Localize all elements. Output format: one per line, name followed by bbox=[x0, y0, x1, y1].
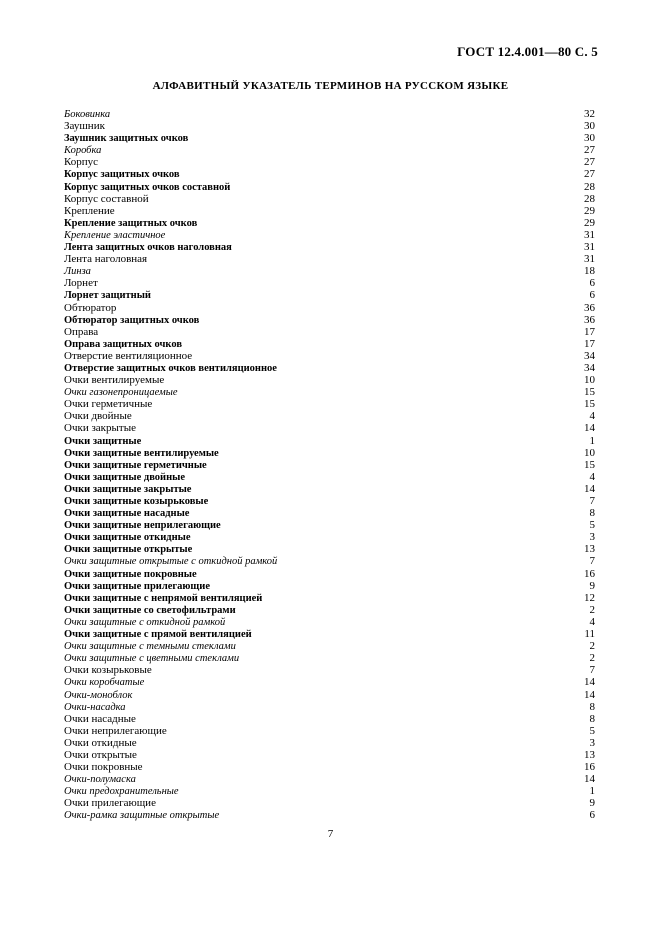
index-entry bbox=[64, 422, 595, 434]
index-term: Очки защитные насадные bbox=[64, 508, 190, 520]
index-term: Лента защитных очков наголовная bbox=[64, 242, 232, 254]
index-term-number: 5 bbox=[589, 519, 595, 532]
index-term-number: 17 bbox=[584, 325, 595, 338]
index-entry bbox=[64, 132, 595, 144]
index-entry bbox=[64, 773, 595, 785]
index-term-number: 13 bbox=[584, 543, 595, 556]
index-entry bbox=[64, 531, 595, 543]
index-entry bbox=[64, 580, 595, 592]
index-term: Корпус bbox=[64, 156, 99, 169]
index-entry bbox=[64, 205, 595, 217]
index-term-number: 1 bbox=[589, 434, 595, 447]
index-term: Очки открытые bbox=[64, 748, 137, 761]
index-term-number: 30 bbox=[584, 132, 595, 145]
index-term: Отверстие вентиляционное bbox=[64, 349, 193, 362]
index-entry bbox=[64, 398, 595, 410]
index-term: Очки предохранительные bbox=[64, 786, 179, 798]
index-term: Очки защитные с откидной рамкой bbox=[64, 616, 226, 628]
index-term: Очки защитные с непрямой вентиляцией bbox=[64, 592, 263, 604]
index-term: Очки-насадка bbox=[64, 701, 126, 713]
index-term-number: 14 bbox=[584, 688, 595, 701]
index-term-number: 31 bbox=[584, 228, 595, 241]
index-term: Очки защитные двойные bbox=[64, 471, 186, 483]
index-term: Очки защитные закрытые bbox=[64, 483, 192, 495]
index-term-number: 16 bbox=[584, 761, 595, 774]
index-term-number: 36 bbox=[584, 301, 595, 314]
index-term: Очки двойные bbox=[64, 410, 132, 423]
index-entry bbox=[64, 555, 595, 567]
index-entry bbox=[64, 314, 595, 326]
term-index-list bbox=[64, 108, 595, 822]
index-term: Очки откидные bbox=[64, 736, 137, 749]
index-entry bbox=[64, 713, 595, 725]
index-term: Заушник bbox=[64, 120, 105, 133]
index-term-number: 10 bbox=[584, 446, 595, 459]
index-entry bbox=[64, 253, 595, 265]
index-entry bbox=[64, 374, 595, 386]
index-entry bbox=[64, 592, 595, 604]
index-entry bbox=[64, 410, 595, 422]
index-term: Боковинка bbox=[64, 109, 111, 120]
index-term-number: 31 bbox=[584, 253, 595, 266]
index-term: Обтюратор защитных очков bbox=[64, 314, 200, 326]
index-term-number: 7 bbox=[589, 555, 595, 568]
index-entry bbox=[64, 447, 595, 459]
index-term: Оправа bbox=[64, 325, 99, 338]
index-term-number: 30 bbox=[584, 120, 595, 133]
index-term-number: 2 bbox=[589, 652, 595, 665]
index-entry bbox=[64, 471, 595, 483]
index-term-number: 14 bbox=[584, 676, 595, 689]
index-term: Лента наголовная bbox=[64, 253, 148, 266]
index-term: Корпус составной bbox=[64, 192, 149, 205]
index-entry bbox=[64, 120, 595, 132]
index-term-number: 9 bbox=[589, 797, 595, 810]
index-term: Очки защитные открытые с откидной рамкой bbox=[64, 556, 278, 568]
index-entry bbox=[64, 168, 595, 180]
index-entry bbox=[64, 507, 595, 519]
index-entry bbox=[64, 108, 595, 120]
index-entry bbox=[64, 785, 595, 797]
index-entry bbox=[64, 459, 595, 471]
index-term-number: 3 bbox=[589, 736, 595, 749]
index-term-number: 4 bbox=[589, 470, 595, 483]
index-entry bbox=[64, 640, 595, 652]
index-entry bbox=[64, 797, 595, 809]
index-term: Очки прилегающие bbox=[64, 797, 156, 810]
index-term: Очки защитные откидные bbox=[64, 532, 191, 544]
index-term: Обтюратор bbox=[64, 301, 117, 314]
index-term-number: 16 bbox=[584, 567, 595, 580]
index-term: Очки вентилируемые bbox=[64, 374, 165, 387]
index-term-number: 4 bbox=[589, 410, 595, 423]
index-entry bbox=[64, 809, 595, 821]
page-header: ГОСТ 12.4.001—80 С. 5 bbox=[457, 44, 598, 59]
index-entry bbox=[64, 568, 595, 580]
index-term: Коробка bbox=[64, 145, 102, 157]
index-term: Очки защитные со светофильтрами bbox=[64, 604, 236, 616]
index-term-number: 27 bbox=[584, 156, 595, 169]
index-entry bbox=[64, 350, 595, 362]
index-entry bbox=[64, 664, 595, 676]
index-term: Очки-полумаска bbox=[64, 774, 136, 786]
index-entry bbox=[64, 604, 595, 616]
index-term: Корпус защитных очков bbox=[64, 169, 180, 181]
index-entry bbox=[64, 725, 595, 737]
index-term-number: 28 bbox=[584, 180, 595, 193]
index-term-number: 15 bbox=[584, 458, 595, 471]
index-entry bbox=[64, 302, 595, 314]
index-term-number: 2 bbox=[589, 603, 595, 616]
index-entry bbox=[64, 701, 595, 713]
index-entry bbox=[64, 144, 595, 156]
index-term-number: 32 bbox=[584, 108, 595, 120]
index-term-number: 17 bbox=[584, 337, 595, 350]
index-term: Оправа защитных очков bbox=[64, 338, 182, 350]
index-term-number: 8 bbox=[589, 712, 595, 725]
index-entry bbox=[64, 289, 595, 301]
index-term-number: 12 bbox=[584, 591, 595, 604]
index-term: Очки защитные bbox=[64, 435, 142, 447]
index-term: Очки защитные неприлегающие bbox=[64, 520, 221, 532]
index-term: Крепление bbox=[64, 204, 115, 217]
index-term: Очки защитные козырьковые bbox=[64, 496, 209, 507]
index-term-number: 14 bbox=[584, 482, 595, 495]
index-term: Лорнет bbox=[64, 277, 98, 290]
index-entry bbox=[64, 156, 595, 168]
index-term-number: 18 bbox=[584, 265, 595, 278]
index-term: Очки неприлегающие bbox=[64, 724, 167, 737]
index-entry bbox=[64, 181, 595, 193]
index-term: Очки насадные bbox=[64, 712, 136, 725]
index-term: Очки покровные bbox=[64, 761, 143, 774]
index-term-number: 28 bbox=[584, 192, 595, 205]
index-term-number: 15 bbox=[584, 386, 595, 399]
index-term: Крепление защитных очков bbox=[64, 217, 198, 229]
index-term-number: 7 bbox=[589, 495, 595, 507]
index-term-number: 3 bbox=[589, 531, 595, 544]
index-term: Отверстие защитных очков вентиляционное bbox=[64, 362, 277, 374]
index-entry bbox=[64, 543, 595, 555]
index-term: Очки коробчатые bbox=[64, 677, 145, 689]
index-entry bbox=[64, 689, 595, 701]
index-entry bbox=[64, 495, 595, 507]
index-term: Очки защитные вентилируемые bbox=[64, 447, 219, 459]
index-term-number: 9 bbox=[589, 579, 595, 592]
index-term-number: 4 bbox=[589, 615, 595, 628]
index-term: Очки закрытые bbox=[64, 422, 136, 435]
index-entry bbox=[64, 435, 595, 447]
index-entry bbox=[64, 761, 595, 773]
index-entry bbox=[64, 338, 595, 350]
index-entry bbox=[64, 737, 595, 749]
index-term-number: 1 bbox=[589, 785, 595, 798]
index-term-number: 31 bbox=[584, 241, 595, 254]
index-term: Очки козырьковые bbox=[64, 664, 152, 677]
index-entry bbox=[64, 265, 595, 277]
index-term-number: 14 bbox=[584, 773, 595, 786]
index-term-number: 34 bbox=[584, 349, 595, 362]
index-term: Очки защитные покровные bbox=[64, 568, 197, 580]
index-term: Очки защитные герметичные bbox=[64, 459, 207, 471]
index-entry bbox=[64, 326, 595, 338]
index-term-number: 6 bbox=[589, 809, 595, 822]
index-title: АЛФАВИТНЫЙ УКАЗАТЕЛЬ ТЕРМИНОВ НА РУССКОМ ЯЗЫКЕ bbox=[152, 80, 509, 92]
index-term-number: 2 bbox=[589, 640, 595, 653]
index-entry bbox=[64, 652, 595, 664]
index-entry bbox=[64, 749, 595, 761]
index-entry bbox=[64, 483, 595, 495]
index-term-number: 29 bbox=[584, 216, 595, 229]
index-term-number: 6 bbox=[589, 277, 595, 290]
index-entry bbox=[64, 277, 595, 289]
index-term: Очки защитные с прямой вентиляцией bbox=[64, 629, 252, 641]
index-term: Очки защитные с темными стеклами bbox=[64, 641, 236, 653]
index-term-number: 8 bbox=[589, 700, 595, 713]
index-entry bbox=[64, 628, 595, 640]
index-term: Очки-моноблок bbox=[64, 689, 133, 701]
index-term-number: 34 bbox=[584, 361, 595, 374]
index-entry bbox=[64, 676, 595, 688]
index-term-number: 27 bbox=[584, 168, 595, 181]
index-term: Очки-рамка защитные открытые bbox=[64, 810, 220, 822]
index-entry bbox=[64, 519, 595, 531]
index-term-number: 6 bbox=[589, 289, 595, 302]
page-number: 7 bbox=[327, 828, 334, 840]
index-entry bbox=[64, 229, 595, 241]
index-term: Заушник защитных очков bbox=[64, 133, 189, 145]
index-term-number: 13 bbox=[584, 748, 595, 761]
index-term: Корпус защитных очков составной bbox=[64, 181, 231, 193]
index-term: Очки защитные прилегающие bbox=[64, 580, 210, 592]
index-term-number: 29 bbox=[584, 204, 595, 217]
index-term: Линза bbox=[64, 266, 91, 278]
index-entry bbox=[64, 241, 595, 253]
index-term: Очки защитные открытые bbox=[64, 544, 193, 556]
index-term-number: 15 bbox=[584, 398, 595, 411]
index-term-number: 11 bbox=[584, 628, 595, 641]
index-term: Очки газонепроницаемые bbox=[64, 387, 178, 399]
index-term-number: 10 bbox=[584, 374, 595, 387]
index-term-number: 14 bbox=[584, 422, 595, 435]
index-term: Крепление эластичное bbox=[64, 229, 166, 241]
index-entry bbox=[64, 193, 595, 205]
index-term: Лорнет защитный bbox=[64, 290, 151, 302]
index-term: Очки защитные с цветными стеклами bbox=[64, 653, 240, 665]
index-term-number: 8 bbox=[589, 507, 595, 520]
index-entry bbox=[64, 217, 595, 229]
index-entry bbox=[64, 386, 595, 398]
index-term-number: 5 bbox=[589, 724, 595, 737]
index-entry bbox=[64, 362, 595, 374]
index-term: Очки герметичные bbox=[64, 398, 153, 411]
index-term-number: 36 bbox=[584, 313, 595, 326]
index-term-number: 27 bbox=[584, 144, 595, 157]
index-term-number: 7 bbox=[589, 664, 595, 677]
index-entry bbox=[64, 616, 595, 628]
